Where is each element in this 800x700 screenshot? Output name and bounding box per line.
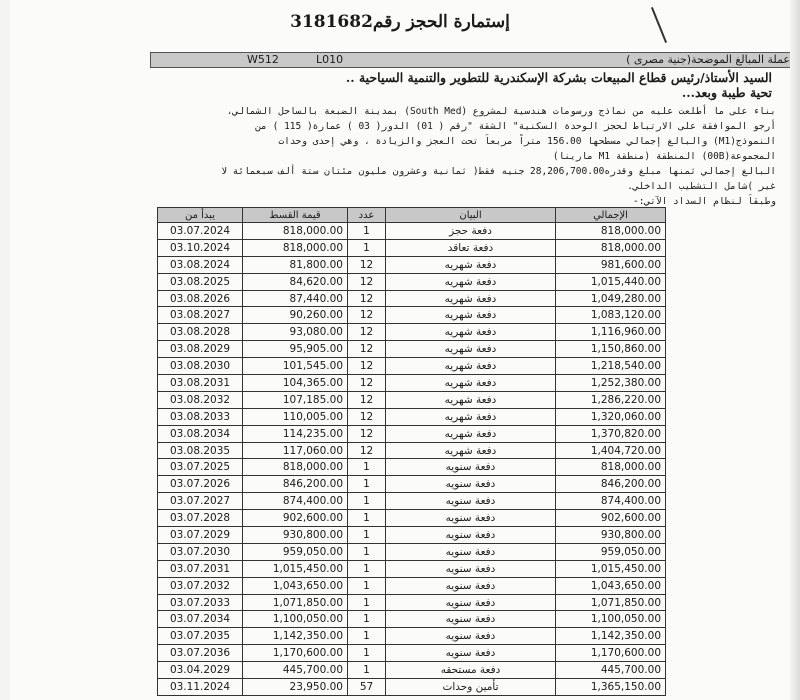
total-cell: 1,049,280.00 bbox=[556, 290, 666, 307]
value-cell: 930,800.00 bbox=[243, 527, 348, 544]
total-cell: 818,000.00 bbox=[556, 239, 666, 256]
description-cell: دفعة شهريه bbox=[386, 375, 556, 392]
description-cell: دفعة شهريه bbox=[386, 391, 556, 408]
table-row bbox=[158, 527, 666, 544]
description-cell: دفعة شهريه bbox=[386, 341, 556, 358]
value-cell: 114,235.00 bbox=[243, 425, 348, 442]
table-row bbox=[158, 611, 666, 628]
description-cell: دفعة شهريه bbox=[386, 324, 556, 341]
total-cell: 1,015,440.00 bbox=[556, 273, 666, 290]
description-cell: دفعة سنويه bbox=[386, 510, 556, 527]
total-cell: 1,043,650.00 bbox=[556, 577, 666, 594]
header-count: عدد bbox=[348, 208, 386, 223]
count-cell: 1 bbox=[348, 459, 386, 476]
count-cell: 1 bbox=[348, 560, 386, 577]
start-date-cell: 03.07.2033 bbox=[158, 594, 243, 611]
start-date-cell: 03.07.2028 bbox=[158, 510, 243, 527]
header-description: البيان bbox=[386, 208, 556, 223]
value-cell: 87,440.00 bbox=[243, 290, 348, 307]
total-cell: 1,015,450.00 bbox=[556, 560, 666, 577]
table-row bbox=[158, 679, 666, 696]
paragraph-line: بناء على ما أطلعت عليه من نماذج ورسومات هندسية لمشروع (South Med) بمدينة الضبعة بالساحل الشمالي، bbox=[226, 106, 776, 117]
page-edge bbox=[790, 0, 800, 700]
paragraph-line: المجموعة(00B) المنطقة (منطقة M1 مارينا) bbox=[552, 151, 776, 162]
count-cell: 1 bbox=[348, 239, 386, 256]
total-cell: 1,320,060.00 bbox=[556, 408, 666, 425]
total-cell: 1,083,120.00 bbox=[556, 307, 666, 324]
greeting-line: تحية طيبة وبعد... bbox=[681, 85, 772, 100]
total-cell: 1,116,960.00 bbox=[556, 324, 666, 341]
table-row bbox=[158, 594, 666, 611]
value-cell: 902,600.00 bbox=[243, 510, 348, 527]
count-cell: 1 bbox=[348, 662, 386, 679]
table-row bbox=[158, 223, 666, 240]
table-row bbox=[158, 442, 666, 459]
value-cell: 104,365.00 bbox=[243, 375, 348, 392]
count-cell: 12 bbox=[348, 341, 386, 358]
start-date-cell: 03.10.2024 bbox=[158, 239, 243, 256]
value-cell: 107,185.00 bbox=[243, 391, 348, 408]
start-date-cell: 03.07.2031 bbox=[158, 560, 243, 577]
table-row bbox=[158, 560, 666, 577]
paragraph-line: النموذج(M1) والبالغ إجمالي مسطحها 156.00 متراً مربعاً تحت العجز والزيادة ، وهي إحدى وحدات bbox=[278, 136, 776, 147]
total-cell: 1,370,820.00 bbox=[556, 425, 666, 442]
description-cell: دفعة تعاقد bbox=[386, 239, 556, 256]
paragraph-line: غير )شامل التشطيب الداخلي. bbox=[627, 181, 776, 192]
start-date-cell: 03.08.2029 bbox=[158, 341, 243, 358]
count-cell: 1 bbox=[348, 577, 386, 594]
start-date-cell: 03.08.2025 bbox=[158, 273, 243, 290]
count-cell: 12 bbox=[348, 442, 386, 459]
table-row bbox=[158, 628, 666, 645]
total-cell: 874,400.00 bbox=[556, 493, 666, 510]
description-cell: دفعة شهريه bbox=[386, 256, 556, 273]
description-cell: تأمين وحدات bbox=[386, 679, 556, 696]
start-date-cell: 03.08.2027 bbox=[158, 307, 243, 324]
description-cell: دفعة سنويه bbox=[386, 628, 556, 645]
description-cell: دفعة سنويه bbox=[386, 493, 556, 510]
description-cell: دفعة سنويه bbox=[386, 543, 556, 560]
description-cell: دفعة سنويه bbox=[386, 577, 556, 594]
value-cell: 95,905.00 bbox=[243, 341, 348, 358]
total-cell: 1,150,860.00 bbox=[556, 341, 666, 358]
total-cell: 1,170,600.00 bbox=[556, 645, 666, 662]
value-cell: 445,700.00 bbox=[243, 662, 348, 679]
description-cell: دفعة سنويه bbox=[386, 645, 556, 662]
value-cell: 101,545.00 bbox=[243, 358, 348, 375]
booking-paragraph bbox=[76, 104, 776, 209]
start-date-cell: 03.04.2029 bbox=[158, 662, 243, 679]
total-cell: 1,404,720.00 bbox=[556, 442, 666, 459]
description-cell: دفعة سنويه bbox=[386, 594, 556, 611]
table-row bbox=[158, 543, 666, 560]
start-date-cell: 03.07.2029 bbox=[158, 527, 243, 544]
count-cell: 12 bbox=[348, 391, 386, 408]
start-date-cell: 03.08.2030 bbox=[158, 358, 243, 375]
count-cell: 12 bbox=[348, 307, 386, 324]
table-body bbox=[158, 223, 666, 696]
count-cell: 57 bbox=[348, 679, 386, 696]
total-cell: 981,600.00 bbox=[556, 256, 666, 273]
start-date-cell: 03.08.2034 bbox=[158, 425, 243, 442]
start-date-cell: 03.07.2034 bbox=[158, 611, 243, 628]
value-cell: 1,015,450.00 bbox=[243, 560, 348, 577]
start-date-cell: 03.07.2024 bbox=[158, 223, 243, 240]
description-cell: دفعة سنويه bbox=[386, 611, 556, 628]
count-cell: 1 bbox=[348, 645, 386, 662]
table-row bbox=[158, 645, 666, 662]
value-cell: 818,000.00 bbox=[243, 459, 348, 476]
start-date-cell: 03.07.2030 bbox=[158, 543, 243, 560]
count-cell: 12 bbox=[348, 256, 386, 273]
count-cell: 12 bbox=[348, 425, 386, 442]
total-cell: 1,100,050.00 bbox=[556, 611, 666, 628]
description-cell: دفعة شهريه bbox=[386, 307, 556, 324]
value-cell: 1,100,050.00 bbox=[243, 611, 348, 628]
description-cell: دفعة سنويه bbox=[386, 560, 556, 577]
addressee-line: السيد الأستاذ/رئيس قطاع المبيعات بشركة الإسكندرية للتطوير والتنمية السياحية .. bbox=[345, 70, 772, 85]
start-date-cell: 03.07.2025 bbox=[158, 459, 243, 476]
start-date-cell: 03.08.2031 bbox=[158, 375, 243, 392]
code-l010: L010 bbox=[316, 53, 344, 66]
count-cell: 12 bbox=[348, 324, 386, 341]
currency-bar bbox=[150, 52, 797, 68]
count-cell: 1 bbox=[348, 476, 386, 493]
value-cell: 846,200.00 bbox=[243, 476, 348, 493]
table-row bbox=[158, 662, 666, 679]
header-installment-value: قيمة القسط bbox=[243, 208, 348, 223]
description-cell: دفعة سنويه bbox=[386, 459, 556, 476]
total-cell: 930,800.00 bbox=[556, 527, 666, 544]
total-cell: 1,252,380.00 bbox=[556, 375, 666, 392]
payment-schedule-table bbox=[157, 207, 666, 696]
table-row bbox=[158, 408, 666, 425]
start-date-cell: 03.08.2026 bbox=[158, 290, 243, 307]
start-date-cell: 03.07.2036 bbox=[158, 645, 243, 662]
table-row bbox=[158, 510, 666, 527]
table-row bbox=[158, 493, 666, 510]
total-cell: 1,365,150.00 bbox=[556, 679, 666, 696]
table-row bbox=[158, 425, 666, 442]
table-header-row bbox=[158, 208, 666, 223]
count-cell: 1 bbox=[348, 594, 386, 611]
description-cell: دفعة شهريه bbox=[386, 425, 556, 442]
description-cell: دفعة سنويه bbox=[386, 527, 556, 544]
count-cell: 1 bbox=[348, 527, 386, 544]
start-date-cell: 03.08.2035 bbox=[158, 442, 243, 459]
value-cell: 1,142,350.00 bbox=[243, 628, 348, 645]
value-cell: 84,620.00 bbox=[243, 273, 348, 290]
start-date-cell: 03.07.2032 bbox=[158, 577, 243, 594]
value-cell: 1,043,650.00 bbox=[243, 577, 348, 594]
description-cell: دفعة شهريه bbox=[386, 408, 556, 425]
total-cell: 1,142,350.00 bbox=[556, 628, 666, 645]
table-row bbox=[158, 476, 666, 493]
count-cell: 1 bbox=[348, 628, 386, 645]
count-cell: 1 bbox=[348, 493, 386, 510]
table-row bbox=[158, 324, 666, 341]
page-title: إستمارة الحجز رقم3181682 bbox=[290, 12, 510, 32]
paragraph-line: البالغ إجمالي ثمنها مبلغ وقدره28,206,700.00 جنيه فقط( ثمانية وعشرون مليون مئتان ستة ألف سبعمائة لا bbox=[221, 166, 776, 177]
start-date-cell: 03.08.2033 bbox=[158, 408, 243, 425]
count-cell: 12 bbox=[348, 290, 386, 307]
value-cell: 90,260.00 bbox=[243, 307, 348, 324]
table-row bbox=[158, 391, 666, 408]
start-date-cell: 03.08.2032 bbox=[158, 391, 243, 408]
count-cell: 1 bbox=[348, 510, 386, 527]
table-row bbox=[158, 290, 666, 307]
total-cell: 1,218,540.00 bbox=[556, 358, 666, 375]
count-cell: 1 bbox=[348, 223, 386, 240]
description-cell: دفعة سنويه bbox=[386, 476, 556, 493]
total-cell: 846,200.00 bbox=[556, 476, 666, 493]
start-date-cell: 03.11.2024 bbox=[158, 679, 243, 696]
total-cell: 818,000.00 bbox=[556, 223, 666, 240]
count-cell: 12 bbox=[348, 375, 386, 392]
description-cell: دفعة حجز bbox=[386, 223, 556, 240]
document-page bbox=[10, 0, 790, 700]
table-row bbox=[158, 256, 666, 273]
table-row bbox=[158, 239, 666, 256]
value-cell: 959,050.00 bbox=[243, 543, 348, 560]
description-cell: دفعة شهريه bbox=[386, 290, 556, 307]
table-row bbox=[158, 577, 666, 594]
total-cell: 818,000.00 bbox=[556, 459, 666, 476]
value-cell: 23,950.00 bbox=[243, 679, 348, 696]
count-cell: 12 bbox=[348, 358, 386, 375]
value-cell: 1,170,600.00 bbox=[243, 645, 348, 662]
start-date-cell: 03.08.2028 bbox=[158, 324, 243, 341]
header-start-date: يبدأ من bbox=[158, 208, 243, 223]
addressee-block bbox=[72, 70, 772, 100]
total-cell: 902,600.00 bbox=[556, 510, 666, 527]
value-cell: 1,071,850.00 bbox=[243, 594, 348, 611]
header-total: الإجمالي bbox=[556, 208, 666, 223]
code-w512: W512 bbox=[247, 53, 279, 66]
start-date-cell: 03.08.2024 bbox=[158, 256, 243, 273]
value-cell: 818,000.00 bbox=[243, 239, 348, 256]
count-cell: 1 bbox=[348, 611, 386, 628]
paragraph-line: أرجو الموافقة على الارتباط لحجز الوحدة السكنية" الشقة "رقم ( 01) الدور( 03 ) عمارة( 115 ) من bbox=[255, 121, 776, 132]
table-row bbox=[158, 307, 666, 324]
description-cell: دفعة شهريه bbox=[386, 273, 556, 290]
description-cell: دفعة شهريه bbox=[386, 358, 556, 375]
value-cell: 874,400.00 bbox=[243, 493, 348, 510]
total-cell: 445,700.00 bbox=[556, 662, 666, 679]
value-cell: 93,080.00 bbox=[243, 324, 348, 341]
table-row bbox=[158, 375, 666, 392]
count-cell: 12 bbox=[348, 273, 386, 290]
count-cell: 1 bbox=[348, 543, 386, 560]
value-cell: 818,000.00 bbox=[243, 223, 348, 240]
value-cell: 117,060.00 bbox=[243, 442, 348, 459]
table-row bbox=[158, 459, 666, 476]
start-date-cell: 03.07.2027 bbox=[158, 493, 243, 510]
description-cell: دفعة شهريه bbox=[386, 442, 556, 459]
start-date-cell: 03.07.2026 bbox=[158, 476, 243, 493]
description-cell: دفعة مستحقه bbox=[386, 662, 556, 679]
value-cell: 110,005.00 bbox=[243, 408, 348, 425]
table-row bbox=[158, 341, 666, 358]
paragraph-line: وطبقاً لنظام السداد الآتي:- bbox=[633, 196, 776, 207]
total-cell: 1,071,850.00 bbox=[556, 594, 666, 611]
table-row bbox=[158, 358, 666, 375]
value-cell: 81,800.00 bbox=[243, 256, 348, 273]
count-cell: 12 bbox=[348, 408, 386, 425]
start-date-cell: 03.07.2035 bbox=[158, 628, 243, 645]
table-row bbox=[158, 273, 666, 290]
total-cell: 959,050.00 bbox=[556, 543, 666, 560]
currency-label: عملة المبالغ الموضحة(جنية مصرى ) bbox=[626, 53, 790, 66]
total-cell: 1,286,220.00 bbox=[556, 391, 666, 408]
